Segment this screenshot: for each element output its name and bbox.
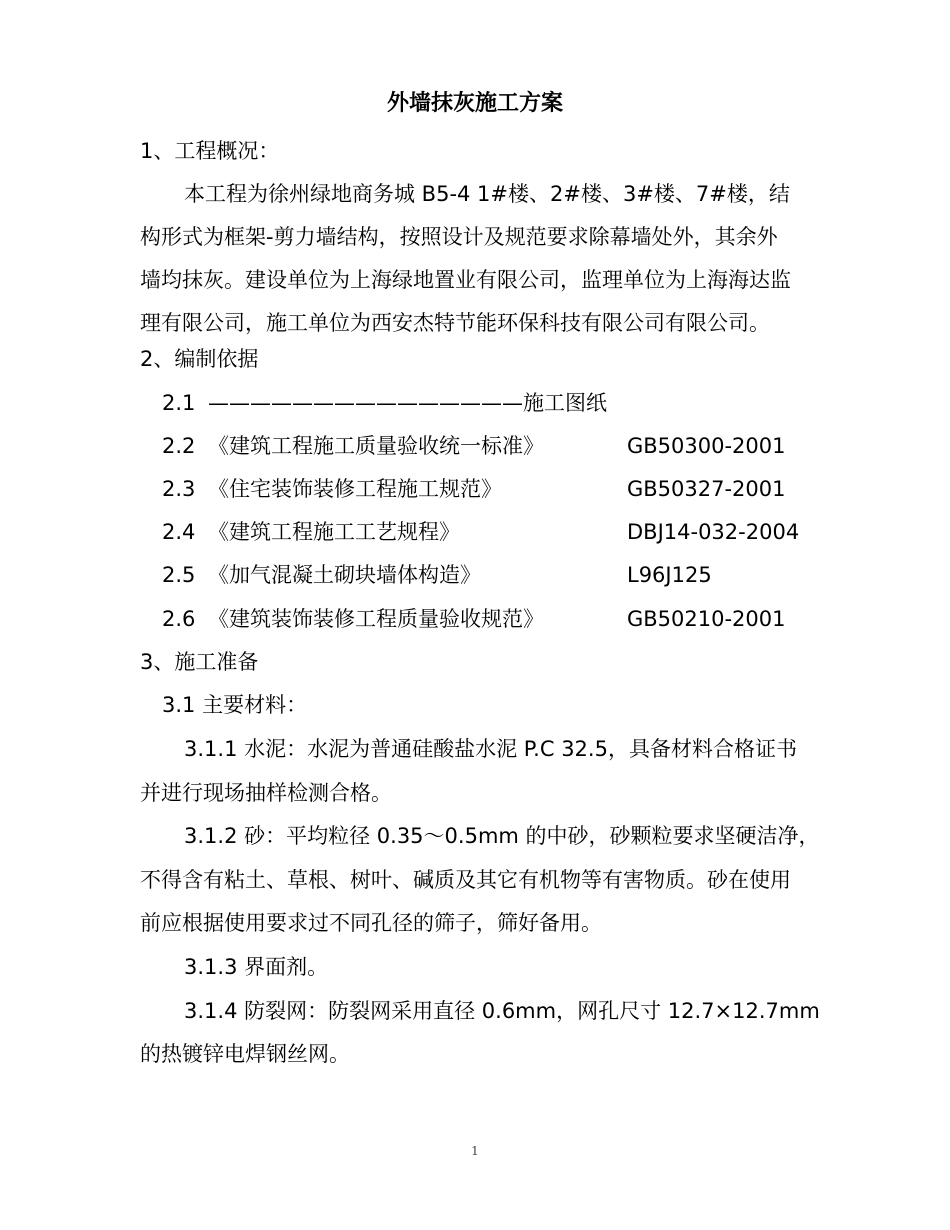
document-title: 外墙抹灰施工方案 bbox=[386, 91, 563, 116]
reference-number: 2.3 bbox=[162, 477, 196, 501]
section-heading-overview: 1、工程概况： bbox=[140, 139, 280, 163]
reference-name: 《建筑装饰装修工程质量验收规范》 bbox=[208, 607, 544, 631]
reference-number: 2.2 bbox=[162, 434, 196, 458]
paragraph-line: 本工程为徐州绿地商务城 B5-4 1#楼、2#楼、3#楼、7#楼，结 bbox=[184, 182, 790, 206]
reference-number: 2.1 bbox=[162, 391, 196, 415]
paragraph-line: 3.1.3 界面剂。 bbox=[184, 955, 329, 979]
paragraph-line: 3.1.4 防裂网：防裂网采用直径 0.6mm，网孔尺寸 12.7×12.7mm bbox=[184, 999, 820, 1023]
paragraph-line: 3.1.1 水泥：水泥为普通硅酸盐水泥 P.C 32.5，具备材料合格证书 bbox=[184, 737, 797, 761]
reference-code: DBJ14-032-2004 bbox=[627, 520, 800, 544]
section-heading-preparation: 3、施工准备 bbox=[140, 650, 259, 674]
paragraph-line: 不得含有粘土、草根、树叶、碱质及其它有机物等有害物质。砂在使用 bbox=[140, 868, 791, 892]
paragraph-line: 墙均抹灰。建设单位为上海绿地置业有限公司，监理单位为上海海达监 bbox=[140, 268, 791, 292]
reference-row bbox=[162, 382, 842, 425]
paragraph-line: 并进行现场抽样检测合格。 bbox=[140, 781, 392, 805]
paragraph-line: 前应根据使用要求过不同孔径的筛子，筛好备用。 bbox=[140, 911, 602, 935]
reference-code: GB50327-2001 bbox=[627, 477, 786, 501]
reference-row bbox=[162, 468, 842, 511]
reference-row bbox=[162, 554, 842, 597]
reference-name: 《住宅装饰装修工程施工规范》 bbox=[208, 477, 502, 501]
paragraph-line: 理有限公司，施工单位为西安杰特节能环保科技有限公司有限公司。 bbox=[140, 311, 770, 335]
paragraph-line: 3.1.2 砂：平均粒径 0.35～0.5mm 的中砂，砂颗粒要求坚硬洁净， bbox=[184, 824, 820, 848]
paragraph-line: 构形式为框架-剪力墙结构，按照设计及规范要求除幕墙处外，其余外 bbox=[140, 225, 778, 249]
reference-name: ———————————————施工图纸 bbox=[208, 391, 607, 415]
reference-number: 2.6 bbox=[162, 607, 196, 631]
reference-name: 《加气混凝土砌块墙体构造》 bbox=[208, 563, 481, 587]
reference-row bbox=[162, 425, 842, 468]
reference-code: GB50300-2001 bbox=[627, 434, 786, 458]
page-number: 1 bbox=[471, 1144, 479, 1158]
section-heading-basis: 2、编制依据 bbox=[140, 347, 259, 371]
reference-name: 《建筑工程施工质量验收统一标准》 bbox=[208, 434, 544, 458]
reference-number: 2.5 bbox=[162, 563, 196, 587]
reference-number: 2.4 bbox=[162, 520, 196, 544]
reference-row bbox=[162, 598, 842, 641]
reference-code: L96J125 bbox=[627, 563, 712, 587]
reference-row bbox=[162, 511, 842, 554]
paragraph-line: 的热镀锌电焊钢丝网。 bbox=[140, 1042, 350, 1066]
reference-name: 《建筑工程施工工艺规程》 bbox=[208, 520, 460, 544]
subsection-heading-materials: 3.1 主要材料： bbox=[162, 693, 308, 717]
reference-code: GB50210-2001 bbox=[627, 607, 786, 631]
